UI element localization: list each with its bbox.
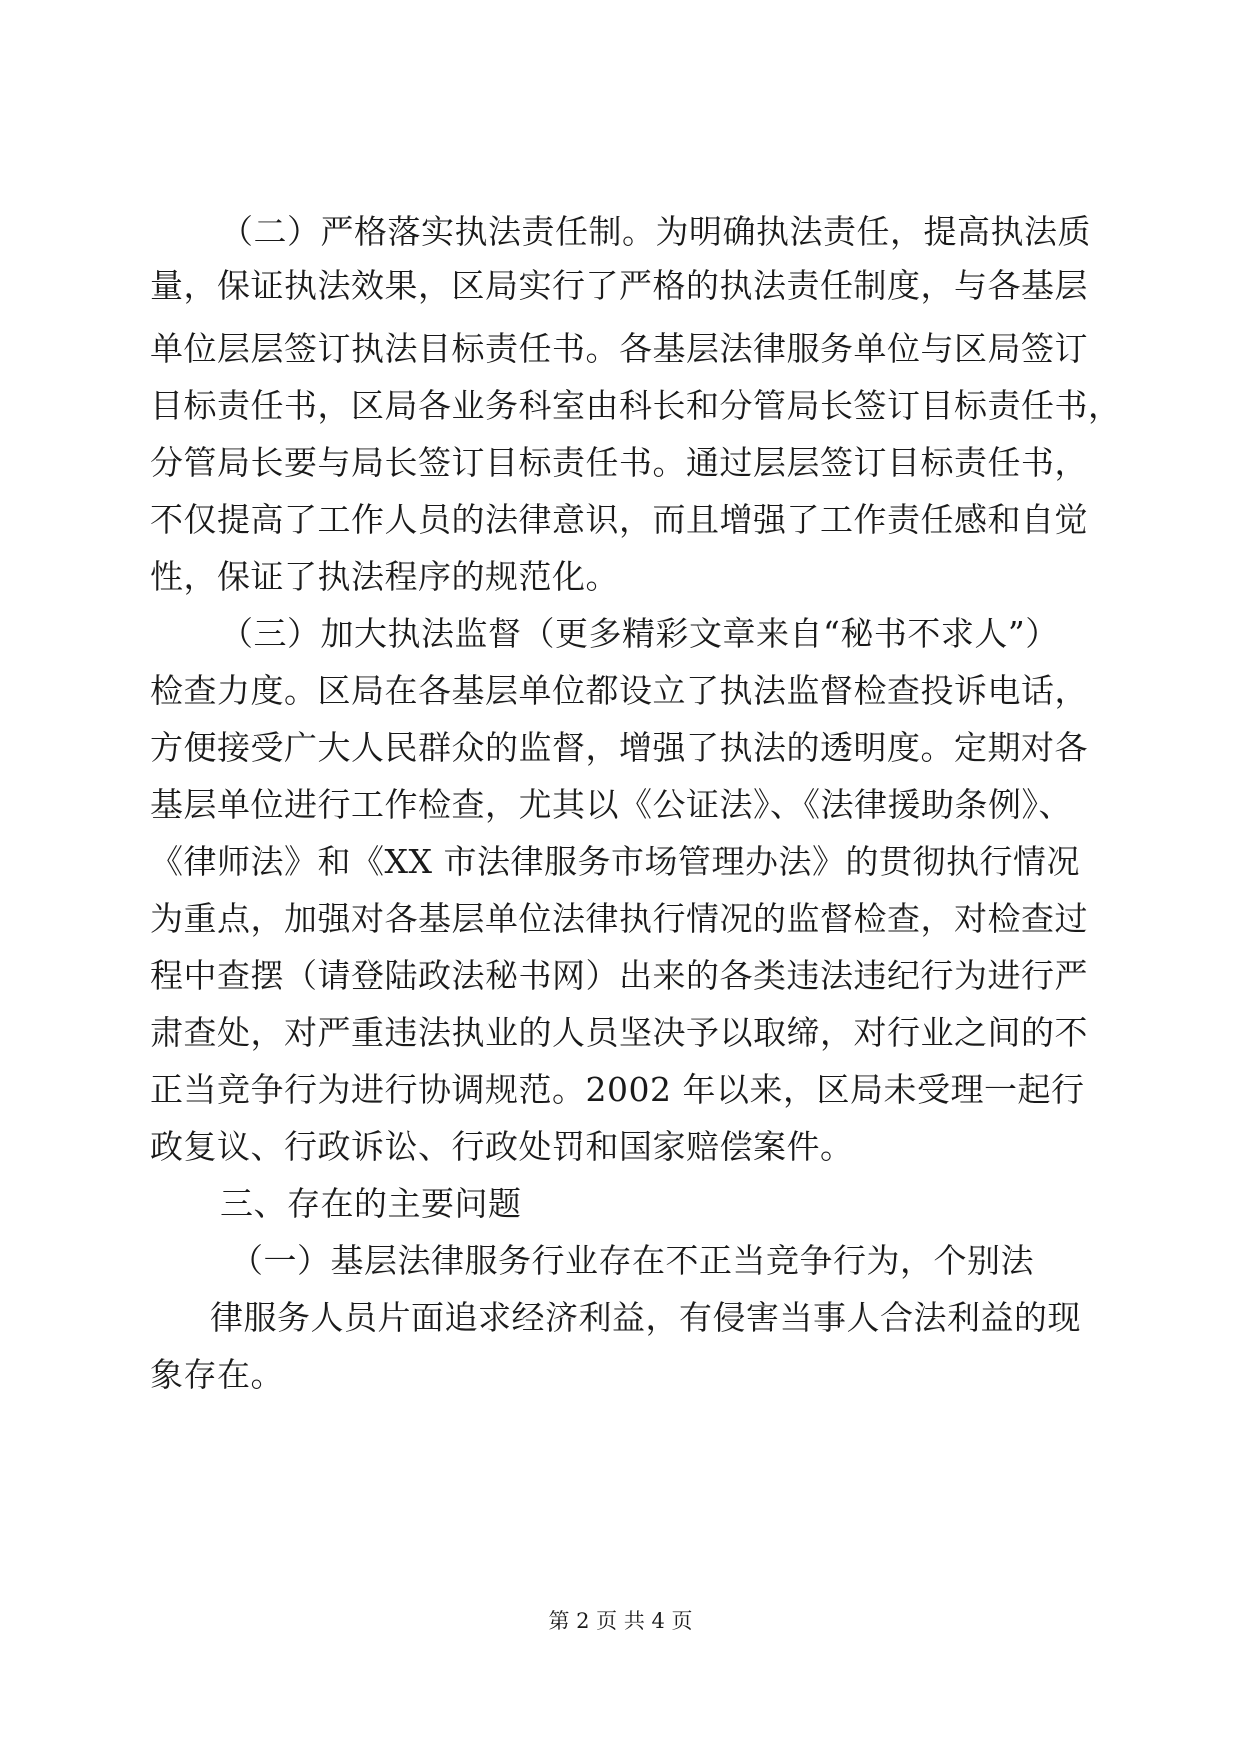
text-line: （三）加大执法监督（更多精彩文章来自“秘书不求人”） (220, 614, 1059, 653)
text-line: 性，保证了执法程序的规范化。 (150, 557, 619, 596)
heading-text: 三、存在的主要问题 (220, 1184, 522, 1223)
text-line: 单位层层签订执法目标责任书。各基层法律服务单位与区局签订 (150, 329, 1088, 368)
text-line: 检查力度。区局在各基层单位都设立了执法监督检查投诉电话， (150, 671, 1088, 710)
text-line: 量，保证执法效果，区局实行了严格的执法责任制度，与各基层 (150, 266, 1088, 305)
text-line: 目标责任书，区局各业务科室由科长和分管局长签订目标责任书， (150, 386, 1122, 425)
text-line: 象存在。 (150, 1355, 284, 1394)
text-line: 《律师法》和《XX 市法律服务市场管理办法》的贯彻执行情况 (150, 842, 1080, 881)
page-number-footer: 第 2 页 共 4 页 (548, 1609, 693, 1633)
text-line: 程中查摆（请登陆政法秘书网）出来的各类违法违纪行为进行严 (150, 956, 1088, 995)
text-line: 基层单位进行工作检查，尤其以《公证法》、《法律援助条例》、 (150, 785, 1072, 824)
text-line: 方便接受广大人民群众的监督，增强了执法的透明度。定期对各 (150, 728, 1088, 767)
text-line: （一）基层法律服务行业存在不正当竞争行为，个别法 (230, 1241, 1034, 1280)
text-line: 分管局长要与局长签订目标责任书。通过层层签订目标责任书， (150, 443, 1088, 482)
text-line: 不仅提高了工作人员的法律意识，而且增强了工作责任感和自觉 (150, 500, 1088, 539)
text-line: 政复议、行政诉讼、行政处罚和国家赔偿案件。 (150, 1127, 854, 1166)
text-line: 律服务人员片面追求经济利益，有侵害当事人合法利益的现 (210, 1298, 1081, 1337)
text-line: 正当竞争行为进行协调规范。2002 年以来，区局未受理一起行 (150, 1070, 1085, 1109)
text-line: 为重点，加强对各基层单位法律执行情况的监督检查，对检查过 (150, 899, 1088, 938)
text-line: 肃查处，对严重违法执业的人员坚决予以取缔，对行业之间的不 (150, 1013, 1088, 1052)
text-line: （二）严格落实执法责任制。为明确执法责任，提高执法质 (220, 212, 1091, 251)
